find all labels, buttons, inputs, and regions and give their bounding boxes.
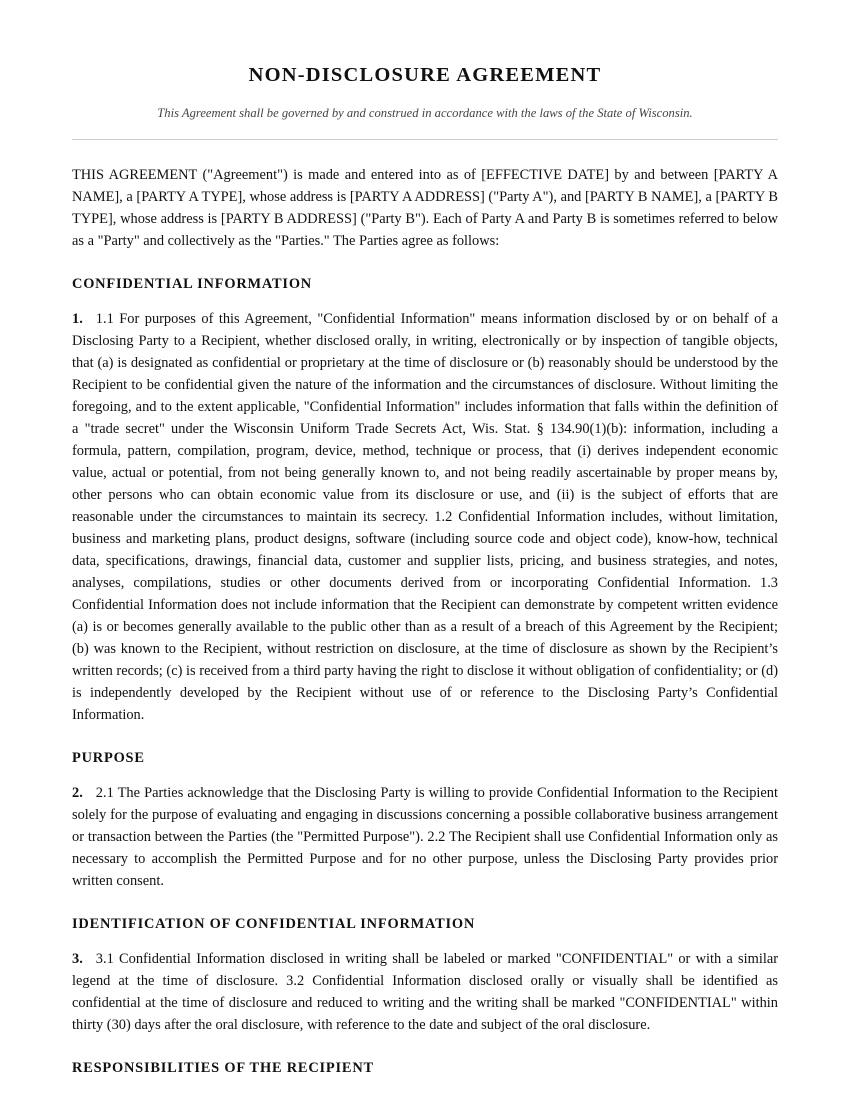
section-heading: CONFIDENTIAL INFORMATION	[72, 276, 313, 292]
section-text: 2.1 The Parties acknowledge that the Disclosing Party is willing to provide Confidential Information to the Recipient solely for the purpose of evaluating and engaging in discussions concerning a possible collaborative business arrangement or transaction between the Parties (the "Permitted Purpose"). 2.2 The Recipient shall use Confidential Information only as necessary to accomplish the Permitted Purpose and for no other purpose, unless the Disclosing Party provides prior written consent.	[72, 785, 778, 889]
header-divider	[72, 139, 778, 140]
section-paragraph	[72, 782, 778, 892]
section-purpose	[72, 747, 778, 892]
section-number: 2.	[72, 785, 83, 801]
section-heading: PURPOSE	[72, 750, 145, 766]
section-heading: IDENTIFICATION OF CONFIDENTIAL INFORMATION	[72, 916, 476, 932]
section-paragraph	[72, 308, 778, 726]
section-heading: RESPONSIBILITIES OF THE RECIPIENT	[72, 1060, 374, 1076]
section-paragraph	[72, 948, 778, 1036]
section-responsibilities	[72, 1057, 778, 1079]
section-text: 3.1 Confidential Information disclosed in writing shall be labeled or marked "CONFIDENTIAL" or with a similar legend at the time of disclosure. 3.2 Confidential Information disclosed orally or visually shall be identified as confidential at the time of disclosure and reduced to writing and the writing shall be marked "CONFIDENTIAL" within thirty (30) days after the oral disclosure, with reference to the date and subject of the oral disclosure.	[72, 951, 778, 1033]
section-confidential-information	[72, 273, 778, 726]
governing-law-note: This Agreement shall be governed by and construed in accordance with the laws of the State of Wisconsin.	[157, 106, 693, 120]
section-number: 3.	[72, 951, 83, 967]
section-identification	[72, 913, 778, 1036]
section-text: 1.1 For purposes of this Agreement, "Confidential Information" means information disclosed by or on behalf of a Disclosing Party to a Recipient, whether disclosed orally, in writing, electronically or by inspection of tangible objects, that (a) is designated as confidential or proprietary at the time of disclosure or (b) reasonably should be understood by the Recipient to be confidential given the nature of the information and the circumstances of disclosure. Without limiting the foregoing, and to the extent applicable, "Confidential Information" includes information that falls within the definition of a "trade secret" under the Wisconsin Uniform Trade Secrets Act, Wis. Stat. § 134.90(1)(b): information, including a formula, pattern, compilation, program, device, method, technique or process, that (i) derives independent economic value, actual or potential, from not being generally known to, and not being readily ascertainable by proper means by, other persons who can obtain economic value from its disclosure or use, and (ii) is the subject of efforts that are reasonable under the circumstances to maintain its secrecy. 1.2 Confidential Information includes, without limitation, business and marketing plans, product designs, software (including source code and object code), know-how, technical data, specifications, drawings, financial data, customer and supplier lists, pricing, and business strategies, and notes, analyses, compilations, studies or other documents derived from or incorporating Confidential Information. 1.3 Confidential Information does not include information that the Recipient can demonstrate by competent written evidence (a) is or becomes generally available to the public other than as a result of a breach of this Agreement by the Recipient; (b) was known to the Recipient, without restriction on disclosure, at the time of disclosure as shown by the Recipient’s written records; (c) is received from a third party having the right to disclose it without obligation of confidentiality; or (d) is independently developed by the Recipient without use of or reference to the Disclosing Party’s Confidential Information.	[72, 311, 778, 723]
document-body	[72, 164, 778, 1092]
intro-paragraph: THIS AGREEMENT ("Agreement") is made and entered into as of [EFFECTIVE DATE] by and between [PARTY A NAME], a [PARTY A TYPE], whose address is [PARTY A ADDRESS] ("Party A"), and [PARTY B NAME], a [PARTY B TYPE], whose address is [PARTY B ADDRESS] ("Party B"). Each of Party A and Party B is sometimes referred to below as a "Party" and collectively as the "Parties." The Parties agree as follows:	[72, 167, 778, 249]
document-title: NON-DISCLOSURE AGREEMENT	[248, 64, 602, 86]
section-number: 1.	[72, 311, 83, 327]
